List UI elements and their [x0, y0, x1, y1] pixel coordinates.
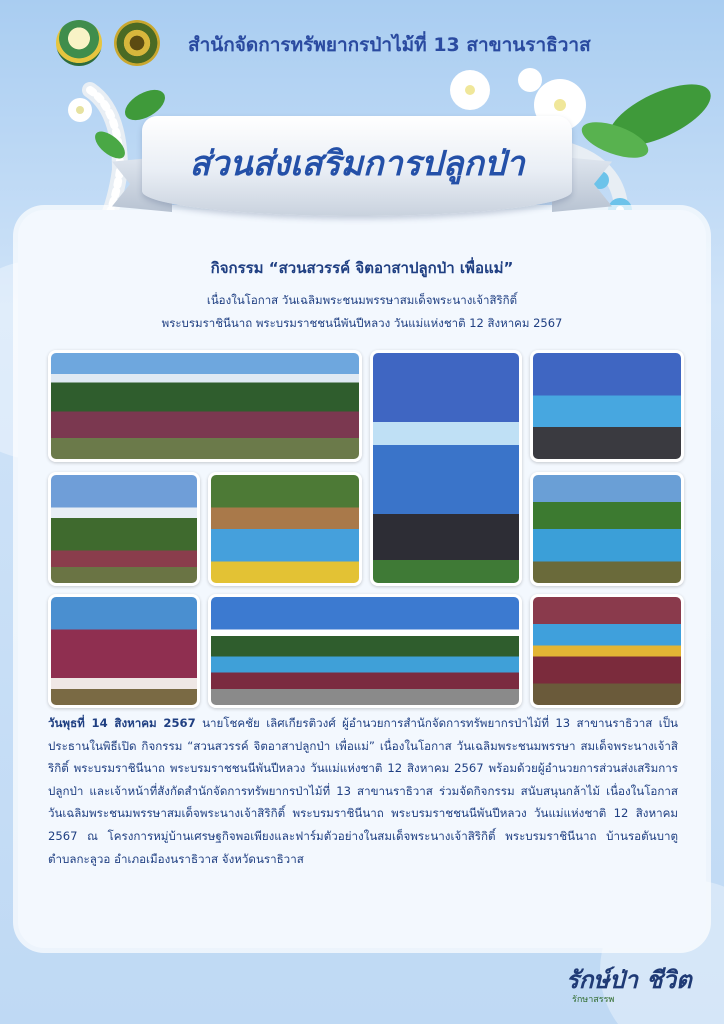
activity-title: กิจกรรม “สวนสวรรค์ จิตอาสาปลูกป่า เพื่อแม่” [210, 259, 514, 277]
organization-title: สำนักจัดการทรัพยากรป่าไม้ที่ 13 สาขานราธิวาส [188, 34, 591, 56]
footer-brand-logo [566, 960, 706, 1010]
news-date-lead: วันพุธที่ 14 สิงหาคม 2567 [48, 716, 196, 730]
activity-subtitle-line2: พระบรมราชินีนาถ พระบรมราชชนนีพันปีหลวง วันแม่แห่งชาติ 12 สิงหาคม 2567 [161, 316, 563, 330]
photo-students-kneeling-planting [48, 594, 200, 708]
photo-students-planting-close [530, 594, 684, 708]
news-body-text: นายโชคชัย เลิศเกียรติวงศ์ ผู้อำนวยการสำนักจัดการทรัพยากรป่าไม้ที่ 13 สาขานราธิวาส เป็นประธานในพิธีเปิด กิจกรรม “สวนสวรรค์ จิตอาสาปลูกป่า เพื่อแม่” เนื่องในโอกาส วันเฉลิมพระชนมพรรษา สมเด็จพระนางเจ้าสิริกิติ์ พระบรมราชินีนาถ พระบรมราชชนนีพันปีหลวง วันแม่แห่งชาติ 12 สิงหาคม 2567 พร้อมด้วยผู้อำนวยการส่วนส่งเสริมการปลูกป่า และเจ้าหน้าที่สังกัดสำนักจัดการทรัพยากรป่าไม้ที่ 13 สาขานราธิวาส ร่วมจัดกิจกรรม สนับสนุนกล้าไม้ เนื่องในโอกาส วันเฉลิมพระชนมพรรษาสมเด็จพระนางเจ้าสิริกิติ์ พระบรมราชินีนาถ พระบรมราชชนนีพันปีหลวง วันแม่แห่งชาติ 12 สิงหาคม 2567 ณ โครงการหมู่บ้านเศรษฐกิจพอเพียงและฟาร์มตัวอย่างในสมเด็จพระนางเจ้าสิริกิติ์ พระบรมราชินีนาถ บ้านรอตันบาตู ตำบลกะลูวอ อำเภอเมืองนราธิวาส จังหวัดนราธิวาส [48, 716, 678, 866]
photo-planting-tree-2 [530, 472, 684, 586]
photo-field-students-trees [48, 472, 200, 586]
royal-emblem-logo [114, 20, 160, 66]
royal-forest-department-logo [56, 20, 102, 66]
photo-large-group [208, 594, 522, 708]
photo-certificate-handover [370, 350, 522, 586]
photo-group-students-field [48, 350, 362, 462]
activity-subtitle-line1: เนื่องในโอกาส วันเฉลิมพระชนมพรรษาสมเด็จพระนางเจ้าสิริกิติ์ [206, 293, 518, 307]
banner-title: ส่วนส่งเสริมการปลูกป่า [189, 144, 525, 184]
news-body-paragraph [48, 712, 678, 870]
photo-planting-tree-1 [208, 472, 362, 586]
footer-tagline: รักษาสรรพ [572, 995, 615, 1005]
footer-brand-text: รักษ์ป่า ชีวิต [566, 966, 692, 994]
photo-officials-stage [530, 350, 684, 462]
